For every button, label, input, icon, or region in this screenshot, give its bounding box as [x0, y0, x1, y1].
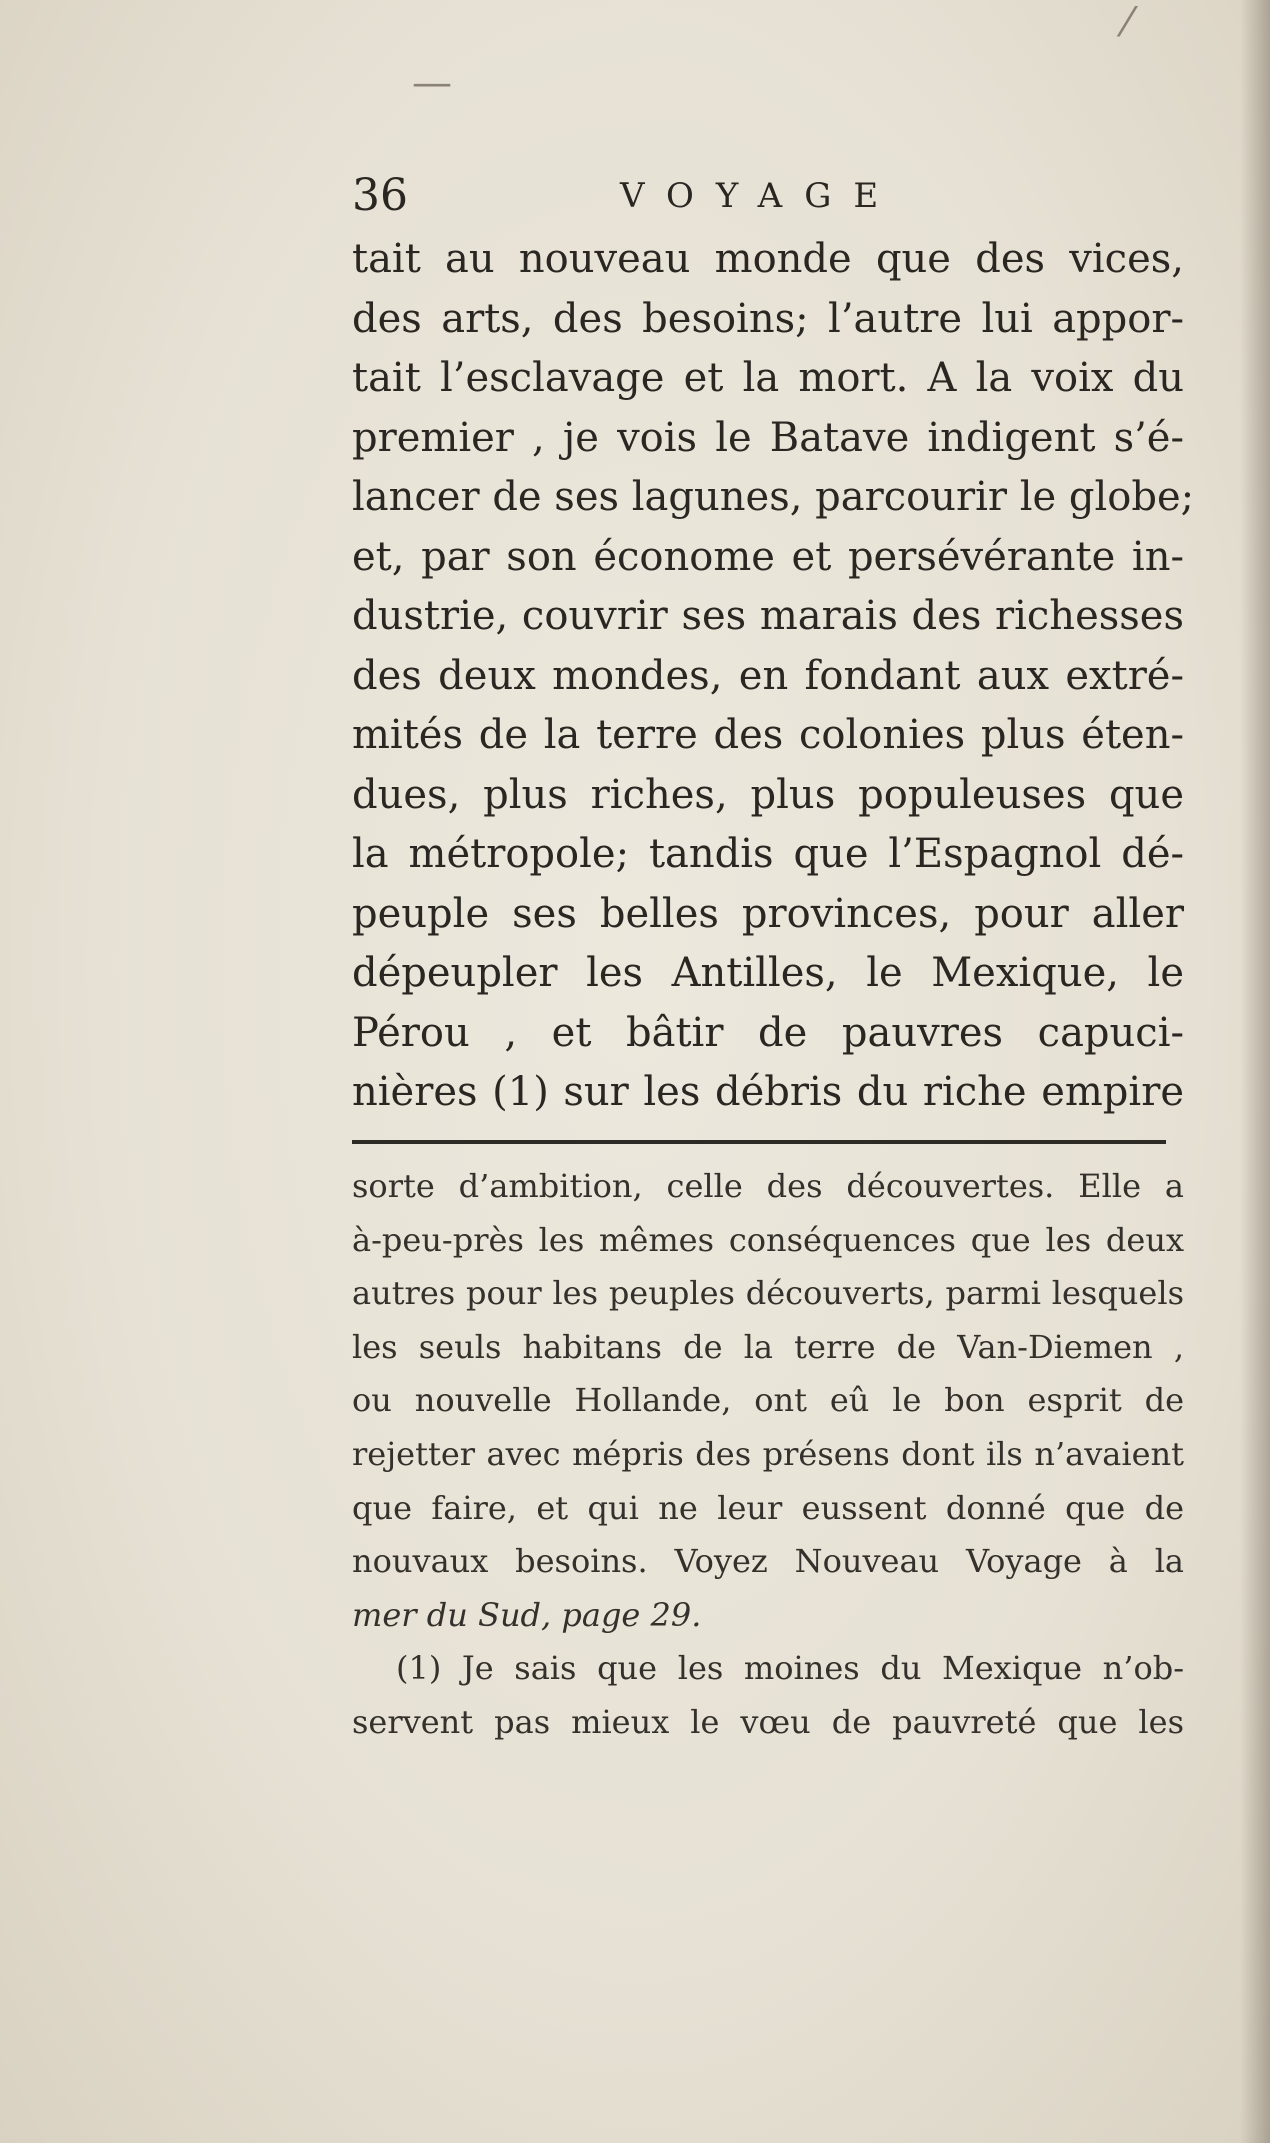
text-line: nières (1) sur les débris du riche empire	[352, 1069, 1184, 1115]
footnote-line: rejetter avec mépris des présens dont ils n’avaient	[352, 1434, 1184, 1473]
footnote-line: les seuls habitans de la terre de Van-Diemen ,	[352, 1327, 1184, 1366]
footnotes	[352, 1160, 1184, 1750]
text-line: dues, plus riches, plus populeuses que	[352, 771, 1184, 818]
text-line: dépeupler les Antilles, le Mexique, le	[352, 950, 1184, 996]
text-line: premier , je vois le Batave indigent s’é-	[352, 414, 1184, 461]
footnote-line: mer du Sud, page 29.	[352, 1595, 702, 1634]
footnote-line: (1) Je sais que les moines du Mexique n’ob-	[396, 1649, 1184, 1688]
text-line: et, par son économe et persévérante in-	[352, 533, 1184, 580]
main-text	[352, 230, 1195, 1123]
running-header	[352, 168, 1182, 224]
footnote-rule	[352, 1140, 1166, 1144]
page-edge-shadow	[1240, 0, 1270, 2143]
page-number: 36	[352, 170, 408, 221]
text-line: dustrie, couvrir ses marais des richesses	[352, 593, 1184, 639]
margin-mark: ⁄	[1124, 0, 1131, 46]
text-line: des arts, des besoins; l’autre lui appor-	[352, 295, 1184, 342]
footnote-line: que faire, et qui ne leur eussent donné que de	[352, 1488, 1184, 1527]
footnote-line: sorte d’ambition, celle des découvertes. Elle a	[352, 1167, 1184, 1205]
text-line: peuple ses belles provinces, pour aller	[352, 890, 1184, 937]
margin-mark: —	[412, 60, 452, 106]
footnote-line: ou nouvelle Hollande, ont eû le bon esprit de	[352, 1381, 1184, 1420]
text-line: lancer de ses lagunes, parcourir le globe;	[352, 474, 1195, 520]
text-line: tait au nouveau monde que des vices,	[352, 236, 1184, 282]
text-line: mités de la terre des colonies plus éten-	[352, 712, 1184, 758]
text-line: tait l’esclavage et la mort. A la voix du	[352, 355, 1184, 401]
footnote-line: autres pour les peuples découverts, parmi lesquels	[352, 1274, 1184, 1313]
footnote-line: nouvaux besoins. Voyez Nouveau Voyage à la	[352, 1542, 1184, 1581]
text-line: Pérou , et bâtir de pauvres capuci-	[352, 1009, 1184, 1056]
footnote-line: servent pas mieux le vœu de pauvreté que les	[352, 1702, 1184, 1741]
text-line: la métropole; tandis que l’Espagnol dé-	[352, 831, 1184, 877]
footnote-line: à-peu-près les mêmes conséquences que les deux	[352, 1220, 1184, 1259]
running-title: VOYAGE	[620, 176, 901, 216]
text-line: des deux mondes, en fondant aux extré-	[352, 652, 1184, 699]
